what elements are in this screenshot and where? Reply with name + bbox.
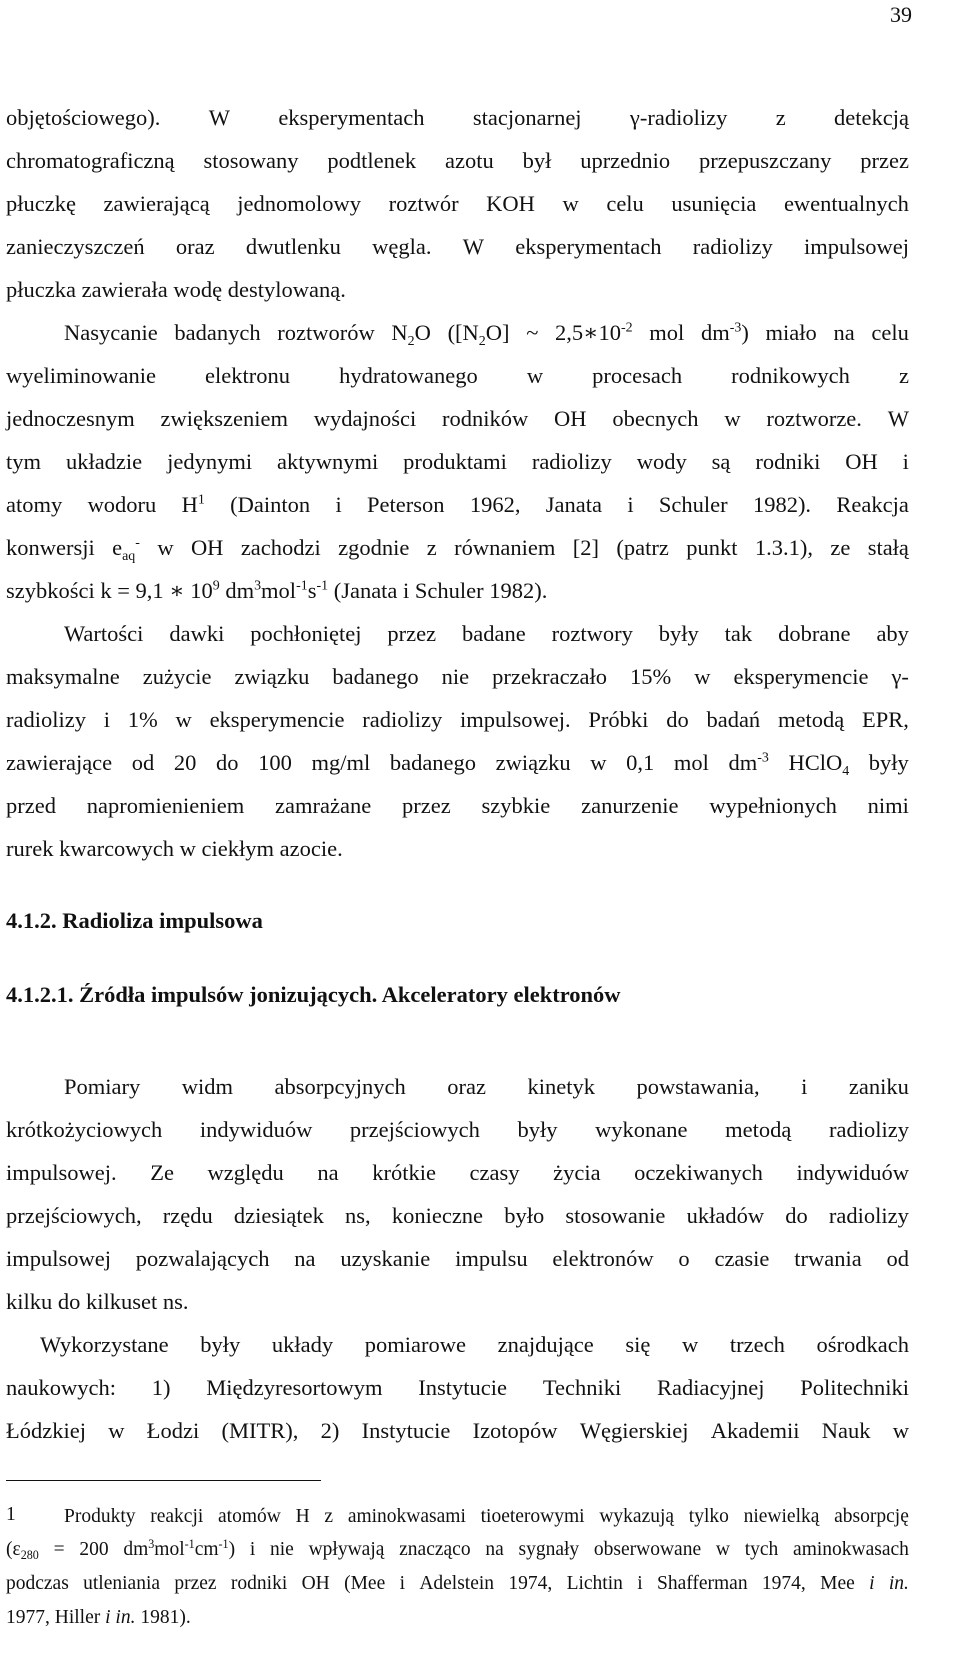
- text-line: Nasycanie badanych roztworów $N_2O$ ($[N_2O]$ ~ $2,5∗10^{-2}$ mol $dm^{-3}$) miało na celu: [64, 320, 909, 349]
- page-number: 39: [890, 2, 912, 27]
- text-line: chromatograficzną stosowany podtlenek azotu był uprzednio przepuszczany przez: [6, 148, 909, 173]
- text-line: konwersji $e_{aq}^-$ w OH zachodzi zgodnie z równaniem [2] (patrz punkt 1.3.1), ze stałą: [6, 535, 909, 564]
- section-heading: 4.1.2. Radioliza impulsowa: [6, 908, 263, 933]
- text-line: wyeliminowanie elektronu hydratowanego w procesach rodnikowych z: [6, 363, 909, 388]
- text-line: jednoczesnym zwiększeniem wydajności rodników OH obecnych w roztworze. W: [6, 406, 909, 431]
- footnote-line: podczas utleniania przez rodniki OH (Mee i Adelstein 1974, Lichtin i Shafferman 1974, Mee i in.: [6, 1573, 909, 1594]
- text-line: objętościowego). W eksperymentach stacjonarnej γ-radiolizy z detekcją: [6, 105, 909, 130]
- footnote-line: 1977, Hiller i in. 1981).: [6, 1607, 191, 1628]
- footnote-line: Produkty reakcji atomów H z aminokwasami tioeterowymi wykazują tylko niewielką absorpcję: [64, 1506, 909, 1527]
- footnote-marker: 1: [6, 1504, 16, 1525]
- subsection-heading: 4.1.2.1. Źródła impulsów jonizujących. Akceleratory elektronów: [6, 982, 621, 1007]
- footnote-rule: [6, 1480, 321, 1481]
- text-line: przejściowych, rzędu dziesiątek ns, konieczne było stosowanie układów do radiolizy: [6, 1203, 909, 1228]
- text-line: Wartości dawki pochłoniętej przez badane roztwory były tak dobrane aby: [64, 621, 909, 646]
- text-line: impulsowej pozwalających na uzyskanie impulsu elektronów o czasie trwania od: [6, 1246, 909, 1271]
- text-line: kilku do kilkuset ns.: [6, 1289, 189, 1314]
- text-line: płuczka zawierała wodę destylowaną.: [6, 277, 346, 302]
- text-line: płuczkę zawierającą jednomolowy roztwór KOH w celu usunięcia ewentualnych: [6, 191, 909, 216]
- text-line: tym układzie jedynymi aktywnymi produktami radiolizy wody są rodniki OH i: [6, 449, 909, 474]
- text-line: zawierające od 20 do 100 mg/ml badanego związku w 0,1 mol $dm^{-3}$ HClO$_4$ były: [6, 750, 909, 779]
- text-line: zanieczyszczeń oraz dwutlenku węgla. W eksperymentach radiolizy impulsowej: [6, 234, 909, 259]
- text-line: radiolizy i 1% w eksperymencie radiolizy impulsowej. Próbki do badań metodą EPR,: [6, 707, 909, 732]
- footnote-line: ($\varepsilon_{280}$ = 200 $dm^3mol^{-1}cm^{-1}$) i nie wpływają znacząco na sygnały obserwowane w tych aminokwasach: [6, 1536, 909, 1563]
- text-line: szybkości k = 9,1 ∗ $10^9$ $dm^3mol^{-1}s^{-1}$ (Janata i Schuler 1982).: [6, 578, 548, 603]
- text-line: Łódzkiej w Łodzi (MITR), 2) Instytucie Izotopów Węgierskiej Akademii Nauk w: [6, 1418, 909, 1443]
- text-line: maksymalne zużycie związku badanego nie przekraczało 15% w eksperymencie γ-: [6, 664, 909, 689]
- text-line: krótkożyciowych indywiduów przejściowych były wykonane metodą radiolizy: [6, 1117, 909, 1142]
- text-line: Pomiary widm absorpcyjnych oraz kinetyk powstawania, i zaniku: [64, 1074, 909, 1099]
- text-line: Wykorzystane były układy pomiarowe znajdujące się w trzech ośrodkach: [40, 1332, 909, 1357]
- text-line: impulsowej. Ze względu na krótkie czasy życia oczekiwanych indywiduów: [6, 1160, 909, 1185]
- text-line: naukowych: 1) Międzyresortowym Instytucie Techniki Radiacyjnej Politechniki: [6, 1375, 909, 1400]
- text-line: rurek kwarcowych w ciekłym azocie.: [6, 836, 343, 861]
- text-line: atomy wodoru $H^1$ (Dainton i Peterson 1962, Janata i Schuler 1982). Reakcja: [6, 492, 909, 517]
- text-line: przed napromienieniem zamrażane przez szybkie zanurzenie wypełnionych nimi: [6, 793, 909, 818]
